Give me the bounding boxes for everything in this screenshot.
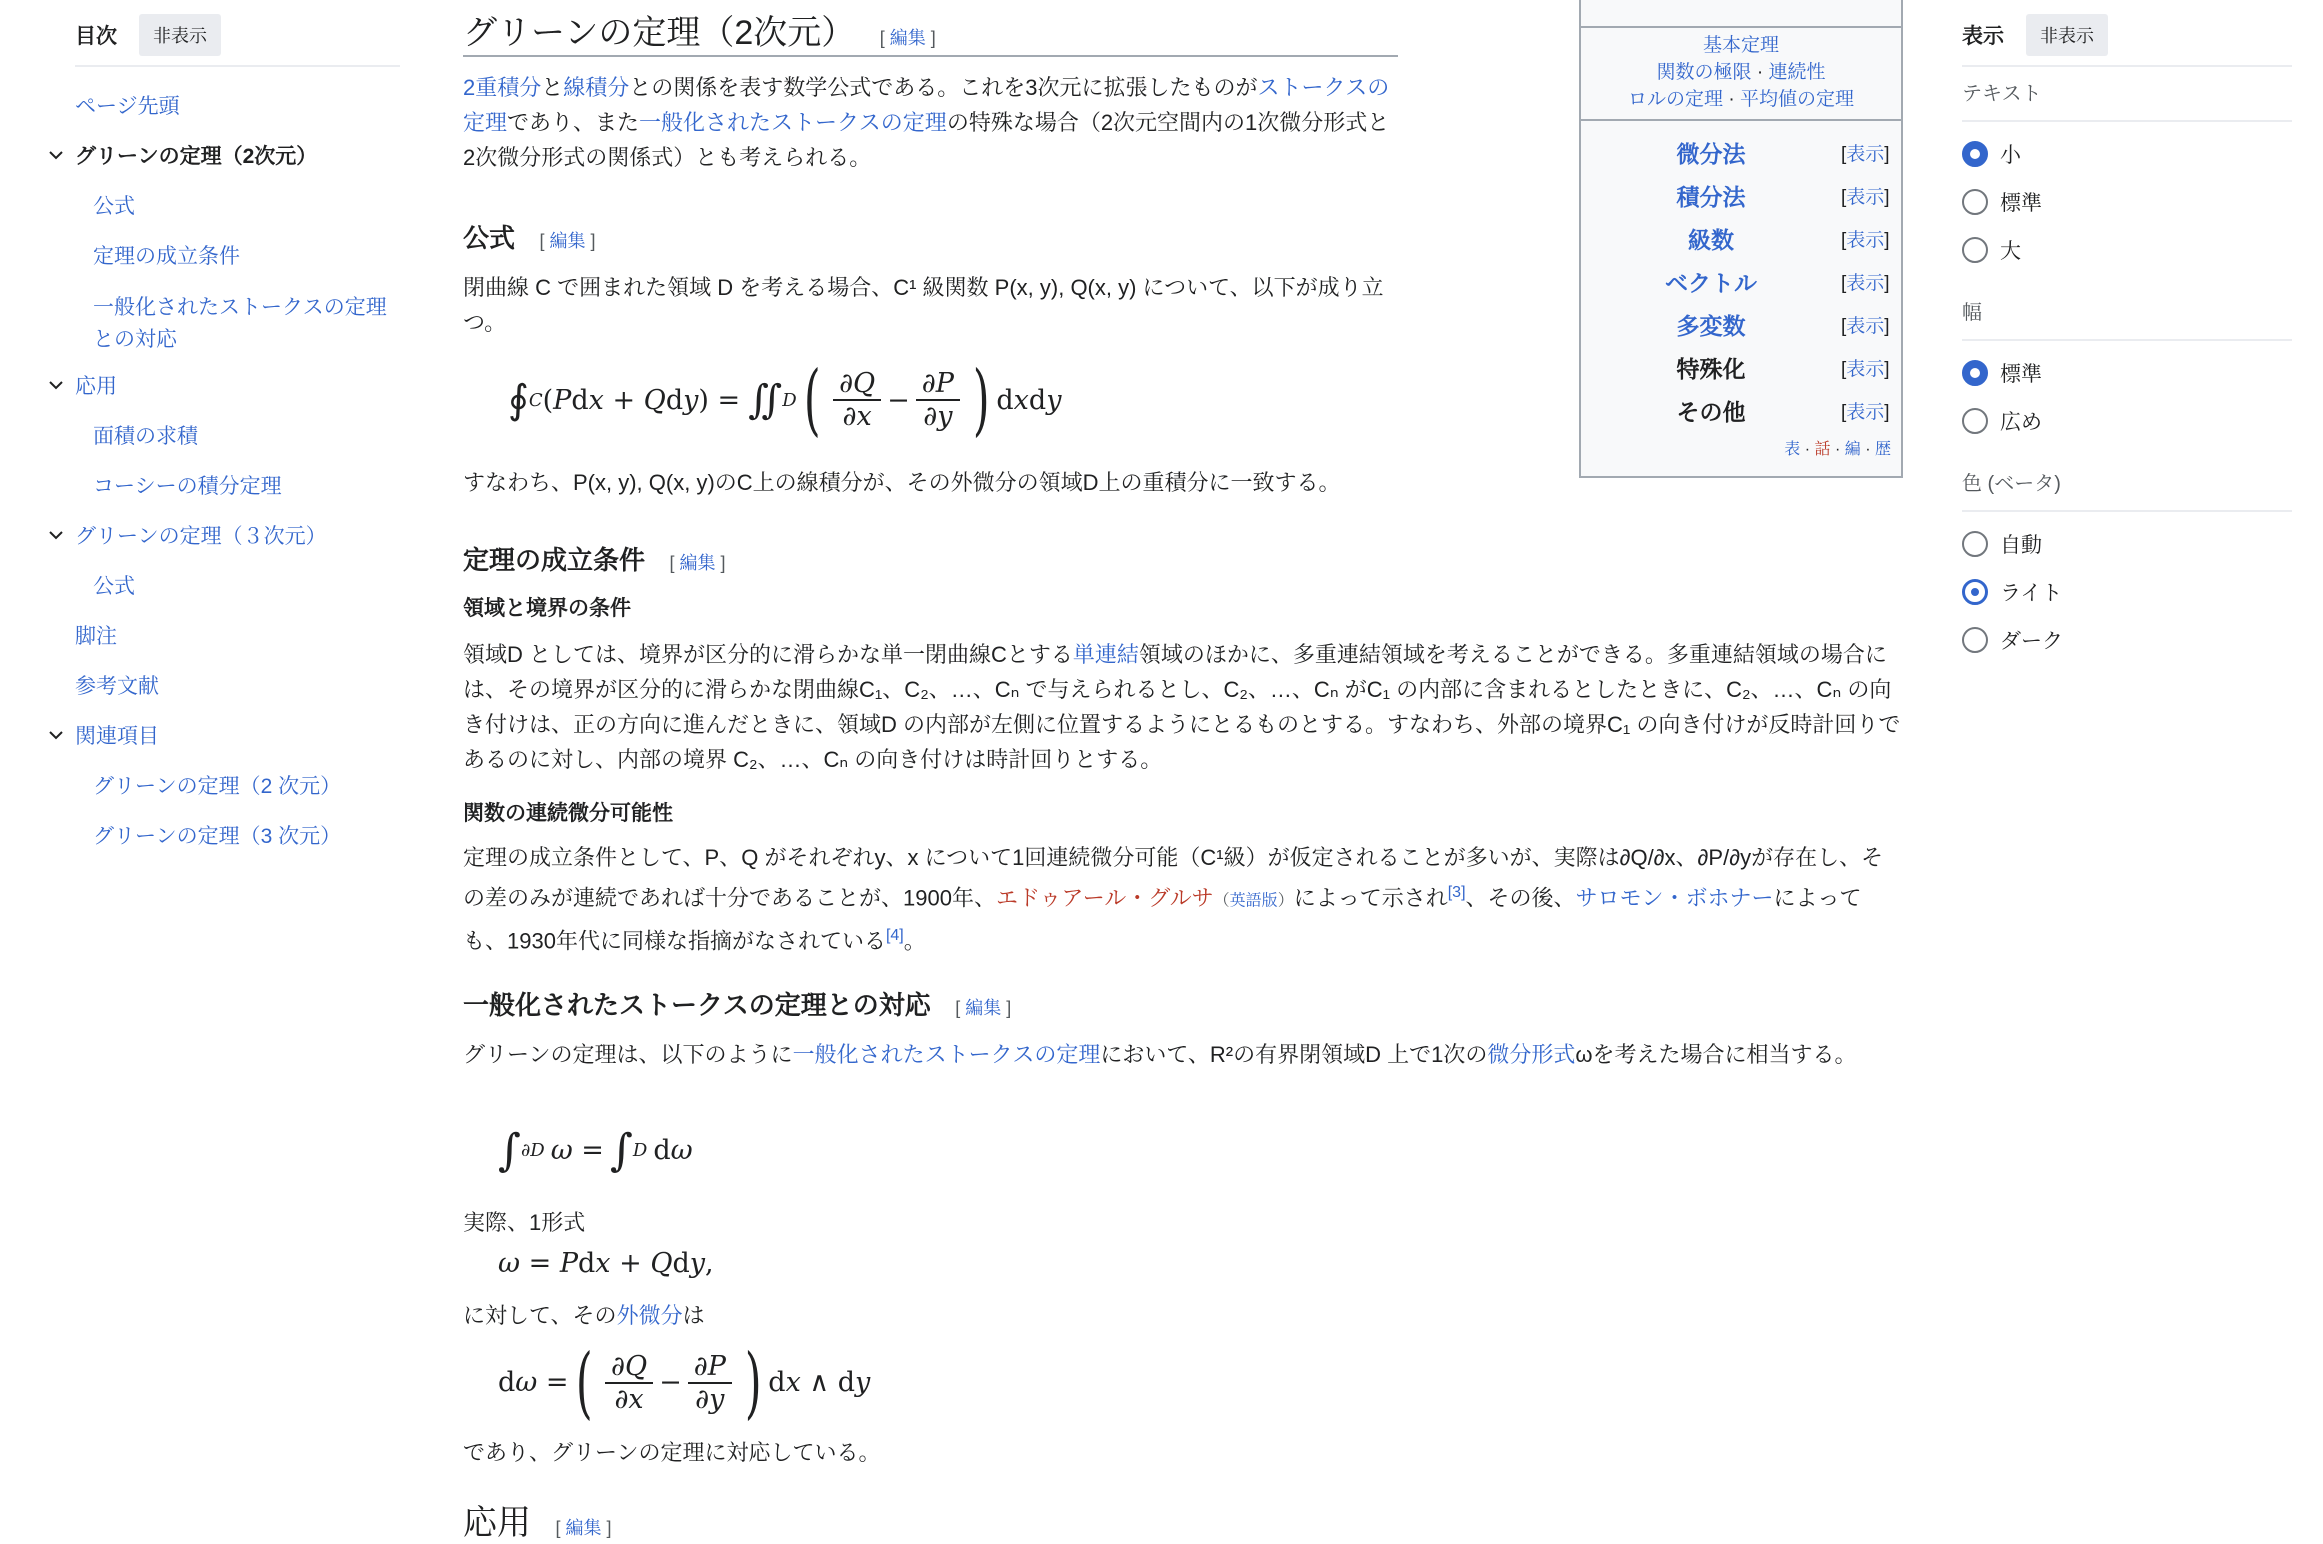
radio-label: 小	[2000, 144, 2021, 167]
toc-item-notes[interactable]: 脚注	[75, 625, 117, 648]
table-of-contents	[75, 15, 400, 848]
edit-link[interactable]: 編集	[965, 998, 1002, 1018]
equation-exterior-derivative: dω = ( $\frac{\partial Q}{\partial x}$ − $\frac{\partial P}{\partial y}$ ) dx ∧ dy	[498, 1337, 871, 1428]
link-mean-value[interactable]: 平均値の定理	[1739, 89, 1854, 110]
edit-link[interactable]: 編集	[549, 231, 586, 251]
radio-label: ライト	[2000, 582, 2063, 605]
text: によっても、1930年代に同様な指摘がなされている	[463, 885, 1862, 954]
navbox-footer: 表 · 話 · 編 · 歴	[1784, 441, 1891, 458]
formula-intro: 閉曲線 C で囲まれた領域 D を考える場合、C¹ 級関数 P(x, y), Q(x, y) について、以下が成り立つ。	[463, 275, 1384, 335]
section-heading-applications	[463, 1495, 611, 1544]
radio-label: 自動	[2000, 534, 2042, 557]
navbox-links: 基本定理 関数の極限 · 連続性 ロルの定理 · 平均値の定理	[1581, 28, 1901, 121]
navbox-section-specialized	[1581, 346, 1901, 389]
section-link[interactable]: 積分法	[1676, 184, 1746, 210]
radio-text-large[interactable]	[1962, 226, 2292, 274]
edit-section-link: [ 編集 ]	[669, 553, 726, 573]
section-link[interactable]: 級数	[1688, 227, 1734, 253]
link-exterior-derivative[interactable]: 外微分	[616, 1303, 683, 1328]
footnote-ref-4[interactable]: [4]	[885, 927, 904, 945]
edit-link[interactable]: 編集	[565, 1518, 602, 1538]
section-heading-conditions	[463, 540, 726, 577]
color-options	[1962, 512, 2292, 664]
text: 。	[903, 928, 926, 954]
section-heading-stokes	[463, 985, 1011, 1022]
width-label: 幅	[1962, 274, 2292, 341]
formula-explanation: すなわち、P(x, y), Q(x, y)のC上の線積分が、その外微分の領域D上の重積分に一致する。	[463, 470, 1341, 495]
section-heading-formula	[463, 218, 596, 255]
section-link[interactable]: ベクトル	[1665, 270, 1757, 296]
intro-paragraph	[463, 70, 1398, 175]
show-link[interactable]: 表示	[1846, 402, 1885, 423]
text: であり、また	[507, 110, 640, 135]
footnote-ref-3[interactable]: [3]	[1447, 884, 1466, 901]
edit-section-link: [ 編集 ]	[955, 998, 1012, 1018]
section-title: 定理の成立条件	[463, 545, 646, 575]
link-limit[interactable]: 関数の極限	[1656, 62, 1752, 83]
radio-unchecked-icon[interactable]	[1962, 237, 1988, 263]
text: ωを考えた場合に相当する。	[1575, 1042, 1857, 1067]
radio-label: 標準	[2000, 192, 2042, 215]
text: 定理の成立条件として、P、Q がそれぞれy、x について1回連続微分可能（C¹級）が仮定されることが多いが、実際は∂Q/∂x、∂P/∂yが存在し、その差のみが連続であれば十分であることが、1900年、	[463, 845, 1884, 911]
radio-color-auto[interactable]	[1962, 520, 2292, 568]
radio-unchecked-icon[interactable]	[1962, 189, 1988, 215]
radio-width-wide[interactable]	[1962, 397, 2292, 445]
navbox-section-multivariable	[1581, 303, 1901, 346]
text: 、その後、	[1465, 885, 1576, 911]
appearance-header	[1962, 15, 2292, 67]
text-size-label: テキスト	[1962, 67, 2292, 122]
navbox-edit-link[interactable]: 編	[1844, 441, 1861, 458]
edit-link[interactable]: 編集	[889, 28, 926, 48]
toc-item-formula-3d[interactable]: 公式	[93, 575, 135, 598]
text: 領域のほかに、多重連結領域を考えることができる。多重連結領域の場合には、その境界が区分的に滑らかな閉曲線C₁、C₂、…、Cₙ で与えられるとし、C₂、…、Cₙ がC₁ の内部に含まれるとしたときに、C₂、…、Cₙ の向き付けは、正の方向に進んだときに、領域D の内部が左側に位置するようにとるものとする。すなわち、外部の境界C₁ の向き付けが反時計回りであるのに対し、内部の境界 C₂、…、Cₙ の向き付けは時計回りとする。	[463, 642, 1901, 772]
exterior-derivative-text	[463, 1298, 705, 1333]
radio-width-standard[interactable]	[1962, 349, 2292, 397]
radio-label: 大	[2000, 240, 2021, 263]
link-double-integral[interactable]: 2重積分	[463, 75, 542, 100]
show-link[interactable]: 表示	[1846, 359, 1885, 380]
equation-one-form: ω = Pdx + Qdy,	[498, 1248, 714, 1279]
radio-label: 広め	[2000, 411, 2042, 434]
appearance-title: 表示	[1962, 25, 2004, 48]
toc-hide-button[interactable]: 非表示	[139, 14, 221, 56]
section-label: 特殊化	[1676, 356, 1746, 382]
link-differential-form[interactable]: 微分形式	[1487, 1042, 1576, 1067]
text: グリーンの定理は、以下のように	[463, 1042, 793, 1067]
link-stokes[interactable]: ストークスの定理	[463, 75, 1390, 135]
toc-item-formula[interactable]: 公式	[93, 195, 135, 218]
link-generalized-stokes[interactable]: 一般化されたストークスの定理	[639, 110, 947, 135]
edit-link[interactable]: 編集	[679, 553, 716, 573]
toc-item-label: 関連項目	[75, 725, 159, 748]
stokes-paragraph	[463, 1037, 1903, 1072]
radio-checked-focused-icon[interactable]	[1962, 579, 1988, 605]
toc-item-label: グリーンの定理（2次元）	[75, 145, 318, 168]
navbox-history-link[interactable]: 歴	[1874, 441, 1891, 458]
text: は	[682, 1303, 705, 1328]
link-rolle[interactable]: ロルの定理	[1628, 89, 1724, 110]
toc-item-label: 応用	[75, 375, 117, 398]
link-fundamental-theorem[interactable]: 基本定理	[1702, 35, 1779, 56]
radio-unchecked-icon[interactable]	[1962, 627, 1988, 653]
toc-item-related-2d[interactable]: グリーンの定理（2 次元）	[93, 775, 342, 798]
show-toggle[interactable]: [表示]	[1841, 230, 1890, 251]
equation-green: ∮ C (Pdx + Qdy) = ∬ D ( $\frac{\partial Q}{\partial x}$ − $\frac{\partial P}{\partial y}$ ) dxdy	[508, 355, 1062, 445]
link-simply-connected[interactable]: 単連結	[1072, 642, 1139, 667]
radio-text-small[interactable]	[1962, 130, 2292, 178]
navbox-section-integral	[1581, 174, 1901, 217]
toc-item-related[interactable]	[75, 722, 159, 752]
text-size-options	[1962, 122, 2292, 274]
section-heading-green-2d	[463, 5, 1398, 57]
toc-item-applications[interactable]	[75, 372, 117, 402]
text: の特殊な場合（2次元空間内の1次微分形式と2次微分形式の関係式）とも考えられる。	[463, 110, 1390, 170]
color-label: 色 (ベータ)	[1962, 445, 2292, 512]
correspondence-text: であり、グリーンの定理に対応している。	[463, 1440, 881, 1465]
show-link[interactable]: 表示	[1846, 230, 1885, 251]
contour-integral-symbol: ∮	[508, 377, 529, 423]
section-title: 応用	[463, 1504, 531, 1542]
toc-item-related-3d[interactable]: グリーンの定理（3 次元）	[93, 825, 342, 848]
section-link[interactable]: 多変数	[1676, 313, 1746, 339]
domain-conditions-paragraph	[463, 637, 1903, 777]
toc-item-stokes[interactable]: 一般化されたストークスの定理との対応	[93, 296, 387, 351]
show-link[interactable]: 表示	[1846, 144, 1885, 165]
edit-section-link: [ 編集 ]	[555, 1518, 612, 1538]
radio-unchecked-icon[interactable]	[1962, 408, 1988, 434]
navbox-talk-link[interactable]: 話	[1814, 441, 1831, 458]
navbox-section-vector	[1581, 260, 1901, 303]
link-generalized-stokes[interactable]: 一般化されたストークスの定理	[792, 1042, 1101, 1067]
show-toggle[interactable]: [表示]	[1841, 144, 1890, 165]
toc-item-conditions[interactable]: 定理の成立条件	[93, 245, 240, 268]
radio-text-standard[interactable]	[1962, 178, 2292, 226]
show-toggle[interactable]: [表示]	[1841, 187, 1890, 208]
chevron-down-icon[interactable]	[47, 376, 65, 394]
toc-item-cauchy[interactable]: コーシーの積分定理	[93, 475, 282, 498]
radio-label: 標準	[2000, 363, 2042, 386]
edit-section-link: [ 編集 ]	[539, 231, 596, 251]
toc-item-area[interactable]: 面積の求積	[93, 425, 198, 448]
text: 領域D としては、境界が区分的に滑らかな単一閉曲線Cとする	[463, 642, 1073, 667]
chevron-down-icon[interactable]	[47, 526, 65, 544]
show-toggle[interactable]: [表示]	[1841, 273, 1890, 294]
interlanguage-link: （英語版）	[1213, 892, 1294, 910]
link-line-integral[interactable]: 線積分	[563, 75, 630, 100]
section-title: 一般化されたストークスの定理との対応	[463, 990, 931, 1020]
toc-item-green-3d[interactable]	[75, 522, 327, 552]
text: によって示され	[1293, 885, 1448, 911]
chevron-down-icon[interactable]	[47, 146, 65, 164]
show-link[interactable]: 表示	[1846, 316, 1885, 337]
link-continuity[interactable]: 連続性	[1768, 62, 1826, 83]
section-link[interactable]: 微分法	[1676, 141, 1746, 167]
appearance-hide-button[interactable]: 非表示	[2026, 14, 2108, 56]
radio-color-dark[interactable]	[1962, 616, 2292, 664]
navbox-section-other	[1581, 389, 1901, 432]
show-toggle[interactable]: [表示]	[1841, 316, 1890, 337]
width-options	[1962, 341, 2292, 445]
section-title: グリーンの定理（2次元）	[463, 14, 856, 52]
subsection-title: 領域と境界の条件	[463, 597, 631, 620]
toc-item-top[interactable]: ページ先頭	[75, 95, 180, 118]
text: において、R²の有界閉領域D 上で1次の	[1100, 1042, 1488, 1067]
toc-title: 目次	[75, 25, 117, 48]
text: との関係を表す数学公式である。これを3次元に拡張したものが	[629, 75, 1258, 100]
toc-header	[75, 15, 400, 67]
appearance-panel	[1962, 15, 2292, 664]
radio-checked-icon[interactable]	[1962, 141, 1988, 167]
equation-stokes: ∫ ∂D ω = ∫ D dω	[498, 1124, 693, 1176]
subsection-title: 関数の連続微分可能性	[463, 802, 673, 825]
show-link[interactable]: 表示	[1846, 187, 1885, 208]
toc-item-label: グリーンの定理（３次元）	[75, 525, 327, 548]
navbox-section-series	[1581, 217, 1901, 260]
radio-label: ダーク	[2000, 630, 2063, 653]
edit-section-link: [ 編集 ]	[879, 28, 936, 48]
redlink-goursat[interactable]: エドゥアール・グルサ	[995, 885, 1214, 911]
toc-item-references[interactable]: 参考文献	[75, 675, 159, 698]
radio-checked-icon[interactable]	[1962, 360, 1988, 386]
show-link[interactable]: 表示	[1846, 273, 1885, 294]
link-english-version[interactable]: 英語版	[1229, 892, 1278, 910]
differentiability-paragraph	[463, 840, 1903, 959]
calculus-navbox	[1579, 0, 1903, 478]
radio-unchecked-icon[interactable]	[1962, 531, 1988, 557]
navbox-section-differential	[1581, 131, 1901, 174]
link-bochner[interactable]: サロモン・ボホナー	[1575, 885, 1774, 911]
radio-color-light[interactable]	[1962, 568, 2292, 616]
navbox-sections	[1581, 121, 1901, 432]
show-toggle[interactable]: [表示]	[1841, 359, 1890, 380]
chevron-down-icon[interactable]	[47, 726, 65, 744]
toc-item-green-2d[interactable]	[75, 142, 317, 172]
navbox-view-link[interactable]: 表	[1784, 441, 1801, 458]
text: と	[541, 75, 564, 100]
show-toggle[interactable]: [表示]	[1841, 402, 1890, 423]
text: に対して、その	[463, 1303, 617, 1328]
one-form-text: 実際、1形式	[463, 1210, 586, 1235]
section-label: その他	[1676, 399, 1746, 425]
section-title: 公式	[463, 223, 516, 253]
